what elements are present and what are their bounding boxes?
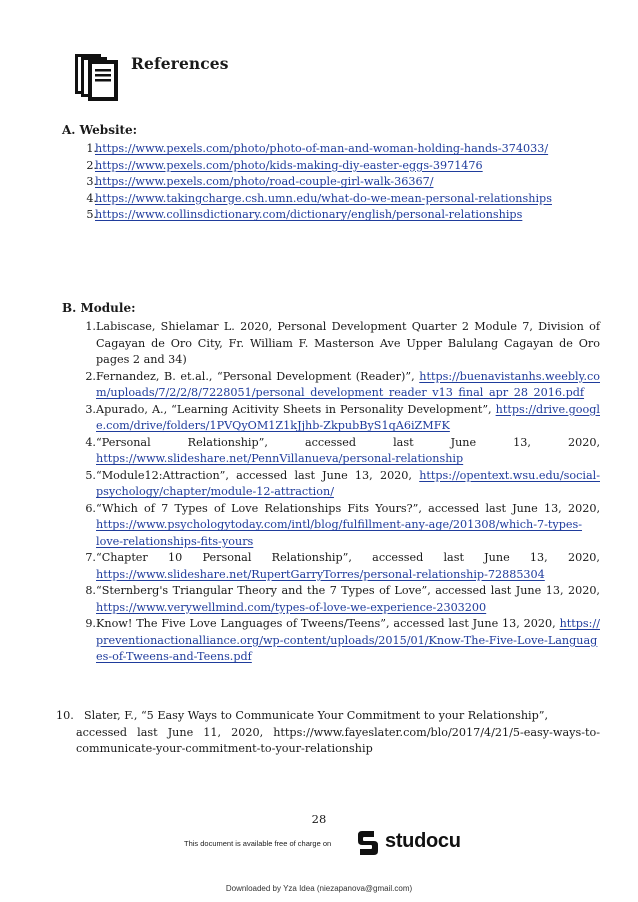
module-heading: B. Module: bbox=[62, 301, 136, 315]
item-number: 3. bbox=[85, 402, 96, 416]
list-item bbox=[85, 583, 600, 616]
list-item bbox=[86, 207, 595, 224]
reference-link[interactable]: https://www.slideshare.net/RupertGarryTorres/personal-relationship-72885304 bbox=[96, 567, 545, 581]
list-item bbox=[85, 369, 600, 402]
list-item bbox=[85, 435, 600, 468]
list-item bbox=[85, 501, 600, 551]
item-number: 5. bbox=[86, 208, 97, 221]
list-item bbox=[86, 141, 595, 158]
reference-text: Labiscase, Shielamar L. 2020, Personal Development Quarter 2 Module 7, Division of Cagayan de Oro City, Fr. William F. Masterson Ave Upper Balulang Cagayan de Oro pages 2 and 34) bbox=[96, 320, 600, 366]
reference-text: “Chapter 10 Personal Relationship”, accessed last June 13, 2020, bbox=[96, 551, 600, 564]
item-number: 6. bbox=[85, 501, 96, 515]
download-note: Downloaded by Yza Idea (niezapanova@gmail.com) bbox=[225, 884, 413, 893]
reference-link[interactable]: https://preventionactionalliance.org/wp-content/uploads/2015/01/Know-The-Five-Love-Languages-of-Tweens-and-Teens.pdf bbox=[96, 617, 600, 663]
reference-link[interactable]: https://www.pexels.com/photo/kids-making-diy-easter-eggs-3971476 bbox=[95, 158, 483, 172]
module-list bbox=[85, 319, 600, 666]
reference-text: “Module12:Attraction”, accessed last June 13, 2020, bbox=[96, 468, 420, 482]
reference-link[interactable]: https://www.slideshare.net/PennVillanueva/personal-relationship bbox=[96, 452, 464, 465]
list-item bbox=[85, 319, 600, 369]
reference-text: “Which of 7 Types of Love Relationships Fits Yours?”, accessed last June 13, 2020, bbox=[96, 501, 600, 515]
studocu-logo-icon[interactable] bbox=[354, 829, 382, 857]
website-list bbox=[86, 141, 595, 224]
reference-text-continued: accessed last June 11, 2020, https://www.fayeslater.com/blo/2017/4/21/5-easy-ways-to-communicate-your-commitment-to-your-relationship bbox=[76, 725, 600, 755]
reference-text: Slater, F., “5 Easy Ways to Communicate Your Commitment to your Relationship”, bbox=[84, 709, 549, 722]
item-number: 4. bbox=[85, 435, 96, 449]
website-heading: A. Website: bbox=[62, 123, 138, 137]
reference-link[interactable]: https://opentext.wsu.edu/social-psychology/chapter/module-12-attraction/ bbox=[96, 468, 600, 498]
item-number: 8. bbox=[85, 584, 96, 597]
item-number: 9. bbox=[85, 617, 96, 630]
list-item bbox=[86, 174, 595, 191]
books-icon bbox=[73, 52, 123, 102]
list-item bbox=[85, 616, 600, 666]
item-number: 10. bbox=[56, 709, 74, 722]
item-number: 2. bbox=[86, 158, 97, 172]
list-item bbox=[85, 550, 600, 583]
item-number: 1. bbox=[85, 320, 96, 333]
list-item bbox=[86, 191, 595, 208]
footer-note: This document is available free of charge on bbox=[184, 839, 332, 848]
page-number: 28 bbox=[311, 812, 327, 826]
reference-text: “Personal Relationship”, accessed last June 13, 2020, bbox=[96, 435, 600, 449]
reference-link[interactable]: https://www.pexels.com/photo/photo-of-man-and-woman-holding-hands-374033/ bbox=[95, 142, 549, 155]
reference-link[interactable]: https://www.pexels.com/photo/road-couple-girl-walk-36367/ bbox=[95, 175, 434, 188]
item-number: 2. bbox=[85, 369, 96, 383]
list-item bbox=[85, 402, 600, 435]
item-number: 4. bbox=[86, 191, 97, 205]
item-number: 5. bbox=[85, 468, 96, 482]
reference-text: “Sternberg's Triangular Theory and the 7 Types of Love”, accessed last June 13, 2020, bbox=[96, 584, 600, 597]
page-title: References bbox=[131, 54, 229, 73]
reference-link[interactable]: https://www.collinsdictionary.com/dictionary/english/personal-relationships bbox=[95, 208, 523, 221]
reference-text: Know! The Five Love Languages of Tweens/Teens”, accessed last June 13, 2020, bbox=[96, 617, 560, 630]
studocu-brand[interactable]: studocu bbox=[385, 830, 461, 852]
reference-link[interactable]: https://www.verywellmind.com/types-of-love-we-experience-2303200 bbox=[96, 600, 487, 614]
item-number: 1. bbox=[86, 142, 97, 155]
list-item-10 bbox=[56, 708, 600, 758]
list-item bbox=[86, 158, 595, 175]
reference-text: Fernandez, B. et.al., “Personal Development (Reader)”, bbox=[96, 369, 420, 383]
item-number: 7. bbox=[85, 551, 96, 564]
reference-link[interactable]: https://www.takingcharge.csh.umn.edu/what-do-we-mean-personal-relationships bbox=[95, 191, 552, 205]
item-number: 3. bbox=[86, 175, 97, 188]
reference-link[interactable]: https://buenavistanhs.weebly.com/uploads/7/2/2/8/7228051/personal_development_reader_v13_final_apr_28_2016.pdf bbox=[96, 369, 600, 399]
reference-text: Apurado, A., “Learning Acitivity Sheets in Personality Development”, bbox=[96, 402, 496, 416]
reference-link[interactable]: https://drive.google.com/drive/folders/1PVQyOM1Z1kJjhb-ZkpubByS1qA6iZMFK bbox=[96, 402, 600, 432]
list-item bbox=[85, 468, 600, 501]
reference-link[interactable]: https://www.psychologytoday.com/intl/blog/fulfillment-any-age/201308/which-7-types-love-relationships-fits-yours bbox=[96, 518, 583, 548]
